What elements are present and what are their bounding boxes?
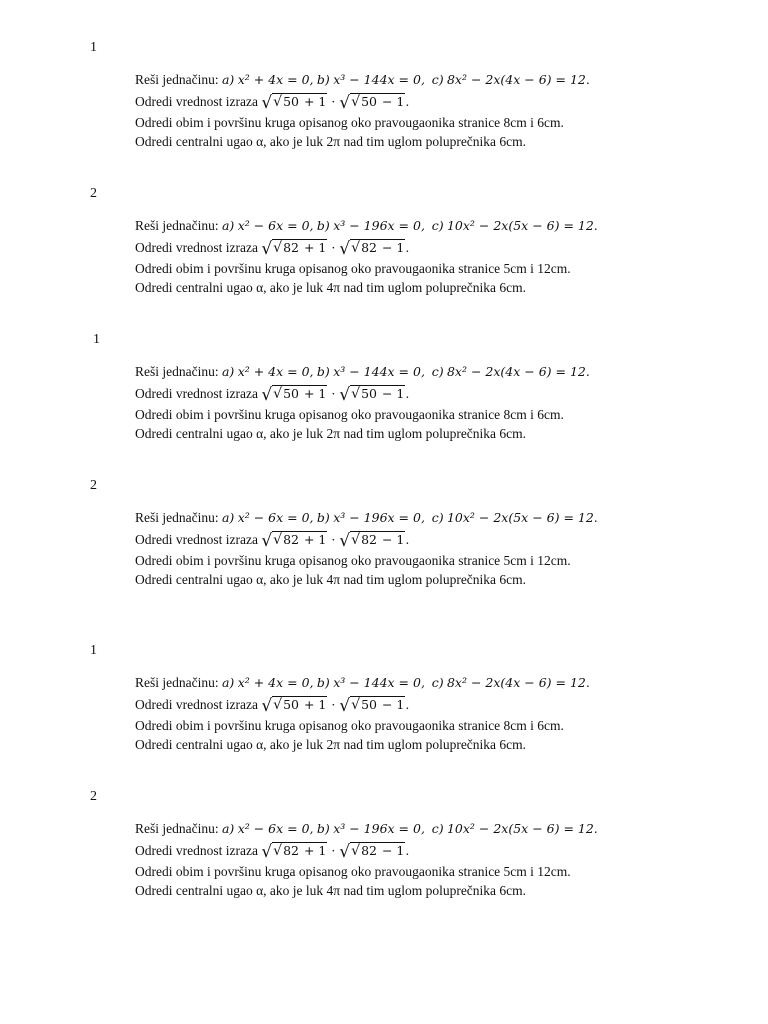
equation-b: x³ − 196x = 0, <box>333 218 425 233</box>
equations-line <box>135 72 590 88</box>
part-c-label: c) <box>431 675 444 690</box>
equation-a: x² + 4x = 0, <box>237 72 314 87</box>
radicand: 82 <box>361 240 377 255</box>
part-a-label: a) <box>221 675 235 690</box>
radicand: 82 <box>361 532 377 547</box>
expression-line: Odredi vrednost izraza √√50 + 1 · √√50 − 1. <box>135 93 410 113</box>
part-a-label: a) <box>221 510 235 525</box>
radicand: 50 <box>283 386 299 401</box>
variant-number: 1 <box>90 40 97 55</box>
sqrt-symbol: √ <box>339 842 351 862</box>
radicand: 50 <box>361 386 377 401</box>
part-a-label: a) <box>221 364 235 379</box>
equation-a: x² − 6x = 0, <box>237 821 314 836</box>
circle-problem: Odredi obim i površinu kruga opisanog oko pravougaonika stranice 8cm i 6cm. <box>135 407 564 422</box>
radicand: 50 <box>361 94 377 109</box>
radical-expression: √√82 + 1 <box>261 239 327 259</box>
expression-label: Odredi vrednost izraza <box>135 532 258 547</box>
expression-label: Odredi vrednost izraza <box>135 386 258 401</box>
expression-label: Odredi vrednost izraza <box>135 240 258 255</box>
expression-line: Odredi vrednost izraza √√82 + 1 · √√82 − 1. <box>135 842 410 862</box>
radical-expression-2: √√82 − 1 <box>339 842 405 862</box>
part-c-label: c) <box>431 72 444 87</box>
part-a-label: a) <box>221 72 235 87</box>
part-b-label: b) <box>316 510 330 525</box>
angle-problem: Odredi centralni ugao α, ako je luk 4π nad tim uglom poluprečnika 6cm. <box>135 572 527 587</box>
angle-problem: Odredi centralni ugao α, ako je luk 4π nad tim uglom poluprečnika 6cm. <box>135 883 527 898</box>
radical-expression-2: √√50 − 1 <box>339 93 405 113</box>
circle-problem: Odredi obim i površinu kruga opisanog oko pravougaonika stranice 5cm i 12cm. <box>135 864 571 879</box>
radical-expression: √√50 + 1 <box>261 93 327 113</box>
equations-label: Reši jednačinu: <box>135 510 219 525</box>
variant-number: 2 <box>90 789 97 804</box>
variant-number: 1 <box>90 643 97 658</box>
part-b-label: b) <box>316 821 330 836</box>
equation-b: x³ − 144x = 0, <box>333 72 425 87</box>
radical-expression: √√50 + 1 <box>261 385 327 405</box>
part-a-label: a) <box>221 218 235 233</box>
radical-expression: √√82 + 1 <box>261 531 327 551</box>
equations-label: Reši jednačinu: <box>135 364 219 379</box>
circle-problem: Odredi obim i površinu kruga opisanog oko pravougaonika stranice 5cm i 12cm. <box>135 261 571 276</box>
part-b-label: b) <box>316 218 330 233</box>
equations-line <box>135 364 590 380</box>
equation-c: 10x² − 2x(5x − 6) = 12. <box>446 821 598 836</box>
radical-expression: √√50 + 1 <box>261 696 327 716</box>
equations-label: Reši jednačinu: <box>135 675 219 690</box>
equation-c: 8x² − 2x(4x − 6) = 12. <box>446 675 590 690</box>
radicand: 50 <box>283 697 299 712</box>
variant-number: 1 <box>93 332 100 347</box>
sqrt-symbol: √ <box>261 531 273 551</box>
radical-expression: √√82 + 1 <box>261 842 327 862</box>
equation-b: x³ − 196x = 0, <box>333 510 425 525</box>
part-b-label: b) <box>316 364 330 379</box>
equation-c: 8x² − 2x(4x − 6) = 12. <box>446 364 590 379</box>
equation-c: 10x² − 2x(5x − 6) = 12. <box>446 510 598 525</box>
equations-label: Reši jednačinu: <box>135 218 219 233</box>
sqrt-symbol: √ <box>261 385 273 405</box>
variant-number: 2 <box>90 478 97 493</box>
sqrt-symbol: √ <box>261 842 273 862</box>
sqrt-symbol: √ <box>339 239 351 259</box>
sqrt-symbol: √ <box>339 696 351 716</box>
variant-number: 2 <box>90 186 97 201</box>
part-b-label: b) <box>316 72 330 87</box>
equations-line <box>135 510 598 526</box>
angle-problem: Odredi centralni ugao α, ako je luk 2π nad tim uglom poluprečnika 6cm. <box>135 134 527 149</box>
angle-problem: Odredi centralni ugao α, ako je luk 4π nad tim uglom poluprečnika 6cm. <box>135 280 527 295</box>
expression-line: Odredi vrednost izraza √√82 + 1 · √√82 − 1. <box>135 531 410 551</box>
part-b-label: b) <box>316 675 330 690</box>
equations-line <box>135 218 598 234</box>
equations-label: Reši jednačinu: <box>135 821 219 836</box>
part-c-label: c) <box>431 510 444 525</box>
radicand: 82 <box>283 532 299 547</box>
equation-a: x² − 6x = 0, <box>237 218 314 233</box>
circle-problem: Odredi obim i površinu kruga opisanog oko pravougaonika stranice 8cm i 6cm. <box>135 115 564 130</box>
angle-problem: Odredi centralni ugao α, ako je luk 2π nad tim uglom poluprečnika 6cm. <box>135 426 527 441</box>
equations-line <box>135 821 598 837</box>
radical-expression-2: √√82 − 1 <box>339 531 405 551</box>
equation-a: x² − 6x = 0, <box>237 510 314 525</box>
angle-problem: Odredi centralni ugao α, ako je luk 2π nad tim uglom poluprečnika 6cm. <box>135 737 527 752</box>
equation-b: x³ − 144x = 0, <box>333 364 425 379</box>
sqrt-symbol: √ <box>261 93 273 113</box>
equation-a: x² + 4x = 0, <box>237 364 314 379</box>
equations-line <box>135 675 590 691</box>
part-a-label: a) <box>221 821 235 836</box>
radicand: 50 <box>283 94 299 109</box>
radical-expression-2: √√50 − 1 <box>339 696 405 716</box>
expression-label: Odredi vrednost izraza <box>135 94 258 109</box>
equations-label: Reši jednačinu: <box>135 72 219 87</box>
radicand: 82 <box>361 843 377 858</box>
part-c-label: c) <box>431 218 444 233</box>
equation-c: 10x² − 2x(5x − 6) = 12. <box>446 218 598 233</box>
expression-line: Odredi vrednost izraza √√82 + 1 · √√82 − 1. <box>135 239 410 259</box>
equation-b: x³ − 196x = 0, <box>333 821 425 836</box>
part-c-label: c) <box>431 364 444 379</box>
sqrt-symbol: √ <box>261 239 273 259</box>
radicand: 82 <box>283 843 299 858</box>
sqrt-symbol: √ <box>339 385 351 405</box>
expression-label: Odredi vrednost izraza <box>135 843 258 858</box>
circle-problem: Odredi obim i površinu kruga opisanog oko pravougaonika stranice 5cm i 12cm. <box>135 553 571 568</box>
radical-expression-2: √√50 − 1 <box>339 385 405 405</box>
expression-line: Odredi vrednost izraza √√50 + 1 · √√50 − 1. <box>135 385 410 405</box>
radicand: 82 <box>283 240 299 255</box>
circle-problem: Odredi obim i površinu kruga opisanog oko pravougaonika stranice 8cm i 6cm. <box>135 718 564 733</box>
expression-line: Odredi vrednost izraza √√50 + 1 · √√50 − 1. <box>135 696 410 716</box>
expression-label: Odredi vrednost izraza <box>135 697 258 712</box>
radicand: 50 <box>361 697 377 712</box>
sqrt-symbol: √ <box>261 696 273 716</box>
sqrt-symbol: √ <box>339 531 351 551</box>
equation-a: x² + 4x = 0, <box>237 675 314 690</box>
part-c-label: c) <box>431 821 444 836</box>
equation-c: 8x² − 2x(4x − 6) = 12. <box>446 72 590 87</box>
sqrt-symbol: √ <box>339 93 351 113</box>
radical-expression-2: √√82 − 1 <box>339 239 405 259</box>
equation-b: x³ − 144x = 0, <box>333 675 425 690</box>
